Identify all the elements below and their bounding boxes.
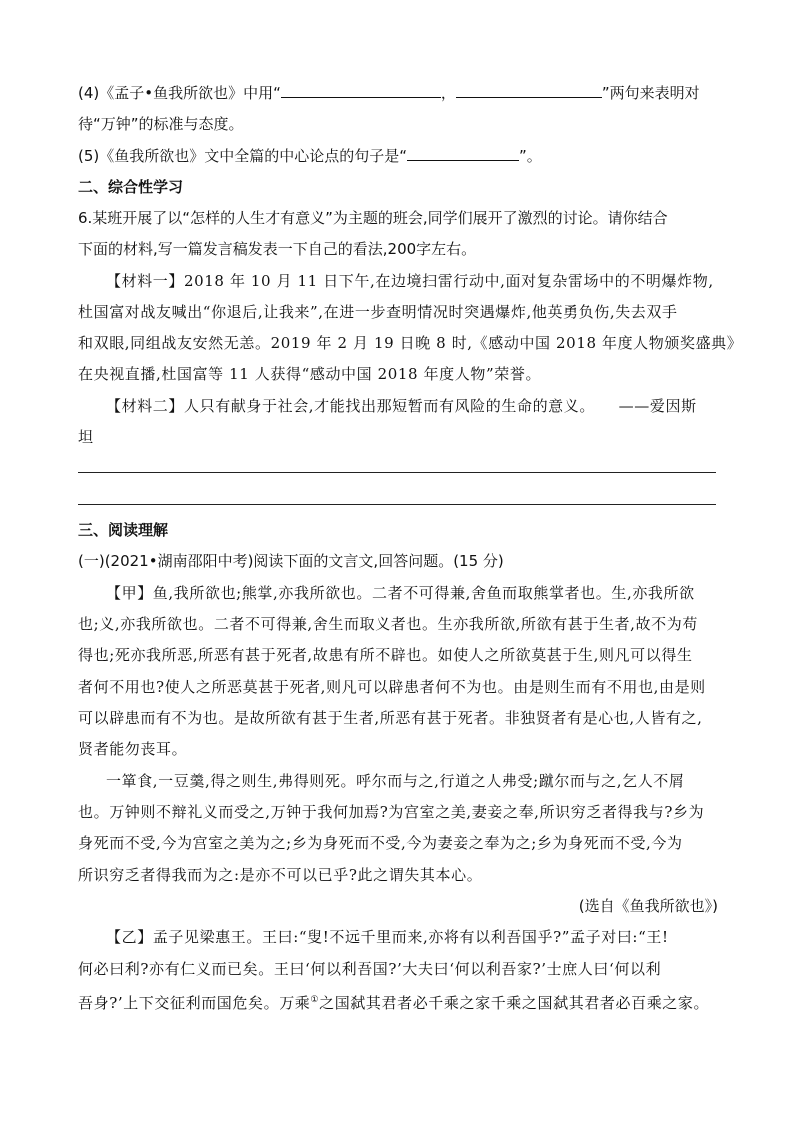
question-4-comma: ， xyxy=(440,84,456,102)
question-4-line-1 xyxy=(78,82,718,103)
answer-line-1[interactable] xyxy=(78,472,716,473)
jia-line-3: 得也;死亦我所恶,所恶有甚于死者,故患有所不辟也。如使人之所欲莫甚于生,则凡可以得生 xyxy=(78,646,693,664)
reading-part-1-intro: (一)(2021•湖南邵阳中考)阅读下面的文言文,回答问题。(15 分) xyxy=(78,552,504,570)
section-2-heading: 二、综合性学习 xyxy=(78,178,184,196)
answer-line-2[interactable] xyxy=(78,504,716,505)
answer-blank-4b[interactable] xyxy=(456,82,602,98)
yi-line-1: 【乙】孟子见梁惠王。王曰:“叟!不远千里而来,亦将有以利吾国乎?”孟子对曰:“王! xyxy=(106,928,669,946)
question-6-line-2: 下面的材料,写一篇发言稿发表一下自己的看法,200字左右。 xyxy=(78,240,477,258)
answer-blank-4a[interactable] xyxy=(281,82,441,98)
answer-blank-5[interactable] xyxy=(407,145,519,161)
footnote-marker: ① xyxy=(310,995,320,1005)
yi-line-3 xyxy=(78,990,718,1013)
section-3-heading: 三、阅读理解 xyxy=(78,521,169,539)
jia-paragraph-2-line-3: 身死而不受,今为宫室之美为之;乡为身死而不受,今为妻妾之奉为之;乡为身死而不受,今为 xyxy=(78,834,683,852)
jia-line-4: 者何不用也?使人之所恶莫甚于死者,则凡可以辟患者何不为也。由是则生而有不用也,由是则 xyxy=(78,678,706,696)
material-1-line-1: 【材料一】2018 年 10 月 11 日下午,在边境扫雷行动中,面对复杂雷场中的不明爆炸物, xyxy=(106,272,714,290)
jia-paragraph-2-line-4: 所识穷乏者得我而为之:是亦不可以已乎?此之谓失其本心。 xyxy=(78,866,483,884)
question-4-text: (4)《孟子•鱼我所欲也》中用“ xyxy=(78,84,281,102)
yi-line-3-end: 之国弑其君者必千乘之家千乘之国弑其君者必百乘之家。 xyxy=(319,994,710,1012)
material-2-line-2: 坦 xyxy=(78,428,94,446)
jia-line-2: 也;义,亦我所欲也。二者不可得兼,舍生而取义者也。生亦我所欲,所欲有甚于生者,故不为苟 xyxy=(78,615,698,633)
question-5-text: (5)《鱼我所欲也》文中全篇的中心论点的句子是“ xyxy=(78,147,408,165)
jia-line-1: 【甲】鱼,我所欲也;熊掌,亦我所欲也。二者不可得兼,舍鱼而取熊掌者也。生,亦我所欲 xyxy=(106,584,695,602)
yi-line-3-start: 吾身?’上下交征利而国危矣。万乘 xyxy=(78,994,311,1012)
source-note: (选自《鱼我所欲也》) xyxy=(578,897,718,915)
material-1-line-4: 在央视直播,杜国富等 11 人获得“感动中国 2018 年度人物”荣誉。 xyxy=(78,365,542,383)
jia-line-5: 可以辟患而有不为也。是故所欲有甚于生者,所恶有甚于死者。非独贤者有是心也,人皆有之, xyxy=(78,709,703,727)
material-1-line-2: 杜国富对战友喊出“你退后,让我来”,在进一步查明情况时突遇爆炸,他英勇负伤,失去双手 xyxy=(78,303,678,321)
yi-line-2: 何必曰利?亦有仁义而已矣。王曰‘何以利吾国?’大夫曰‘何以利吾家?’士庶人曰‘何以利 xyxy=(78,960,662,978)
question-4-text-end: ”两句来表明对 xyxy=(601,84,700,102)
question-5-line xyxy=(78,145,718,166)
question-4-line-2: 待“万钟”的标准与态度。 xyxy=(78,115,244,133)
jia-line-6: 贤者能勿丧耳。 xyxy=(78,740,188,758)
material-1-line-3: 和双眼,同组战友安然无恙。2019 年 2 月 19 日晚 8 时,《感动中国 2018 年度人物颁奖盛典》 xyxy=(78,334,743,352)
jia-paragraph-2-line-1: 一箪食,一豆羹,得之则生,弗得则死。呼尔而与之,行道之人弗受;蹴尔而与之,乞人不屑 xyxy=(106,772,685,790)
jia-paragraph-2-line-2: 也。万钟则不辩礼义而受之,万钟于我何加焉?为宫室之美,妻妾之奉,所识穷乏者得我与?乡为 xyxy=(78,803,705,821)
material-2-line-1: 【材料二】人只有献身于社会,才能找出那短暂而有风险的生命的意义。 ——爱因斯 xyxy=(106,397,697,415)
question-5-text-end: ”。 xyxy=(519,147,542,165)
question-6-line-1: 6.某班开展了以“怎样的人生才有意义”为主题的班会,同学们展开了激烈的讨论。请你结合 xyxy=(78,209,668,227)
